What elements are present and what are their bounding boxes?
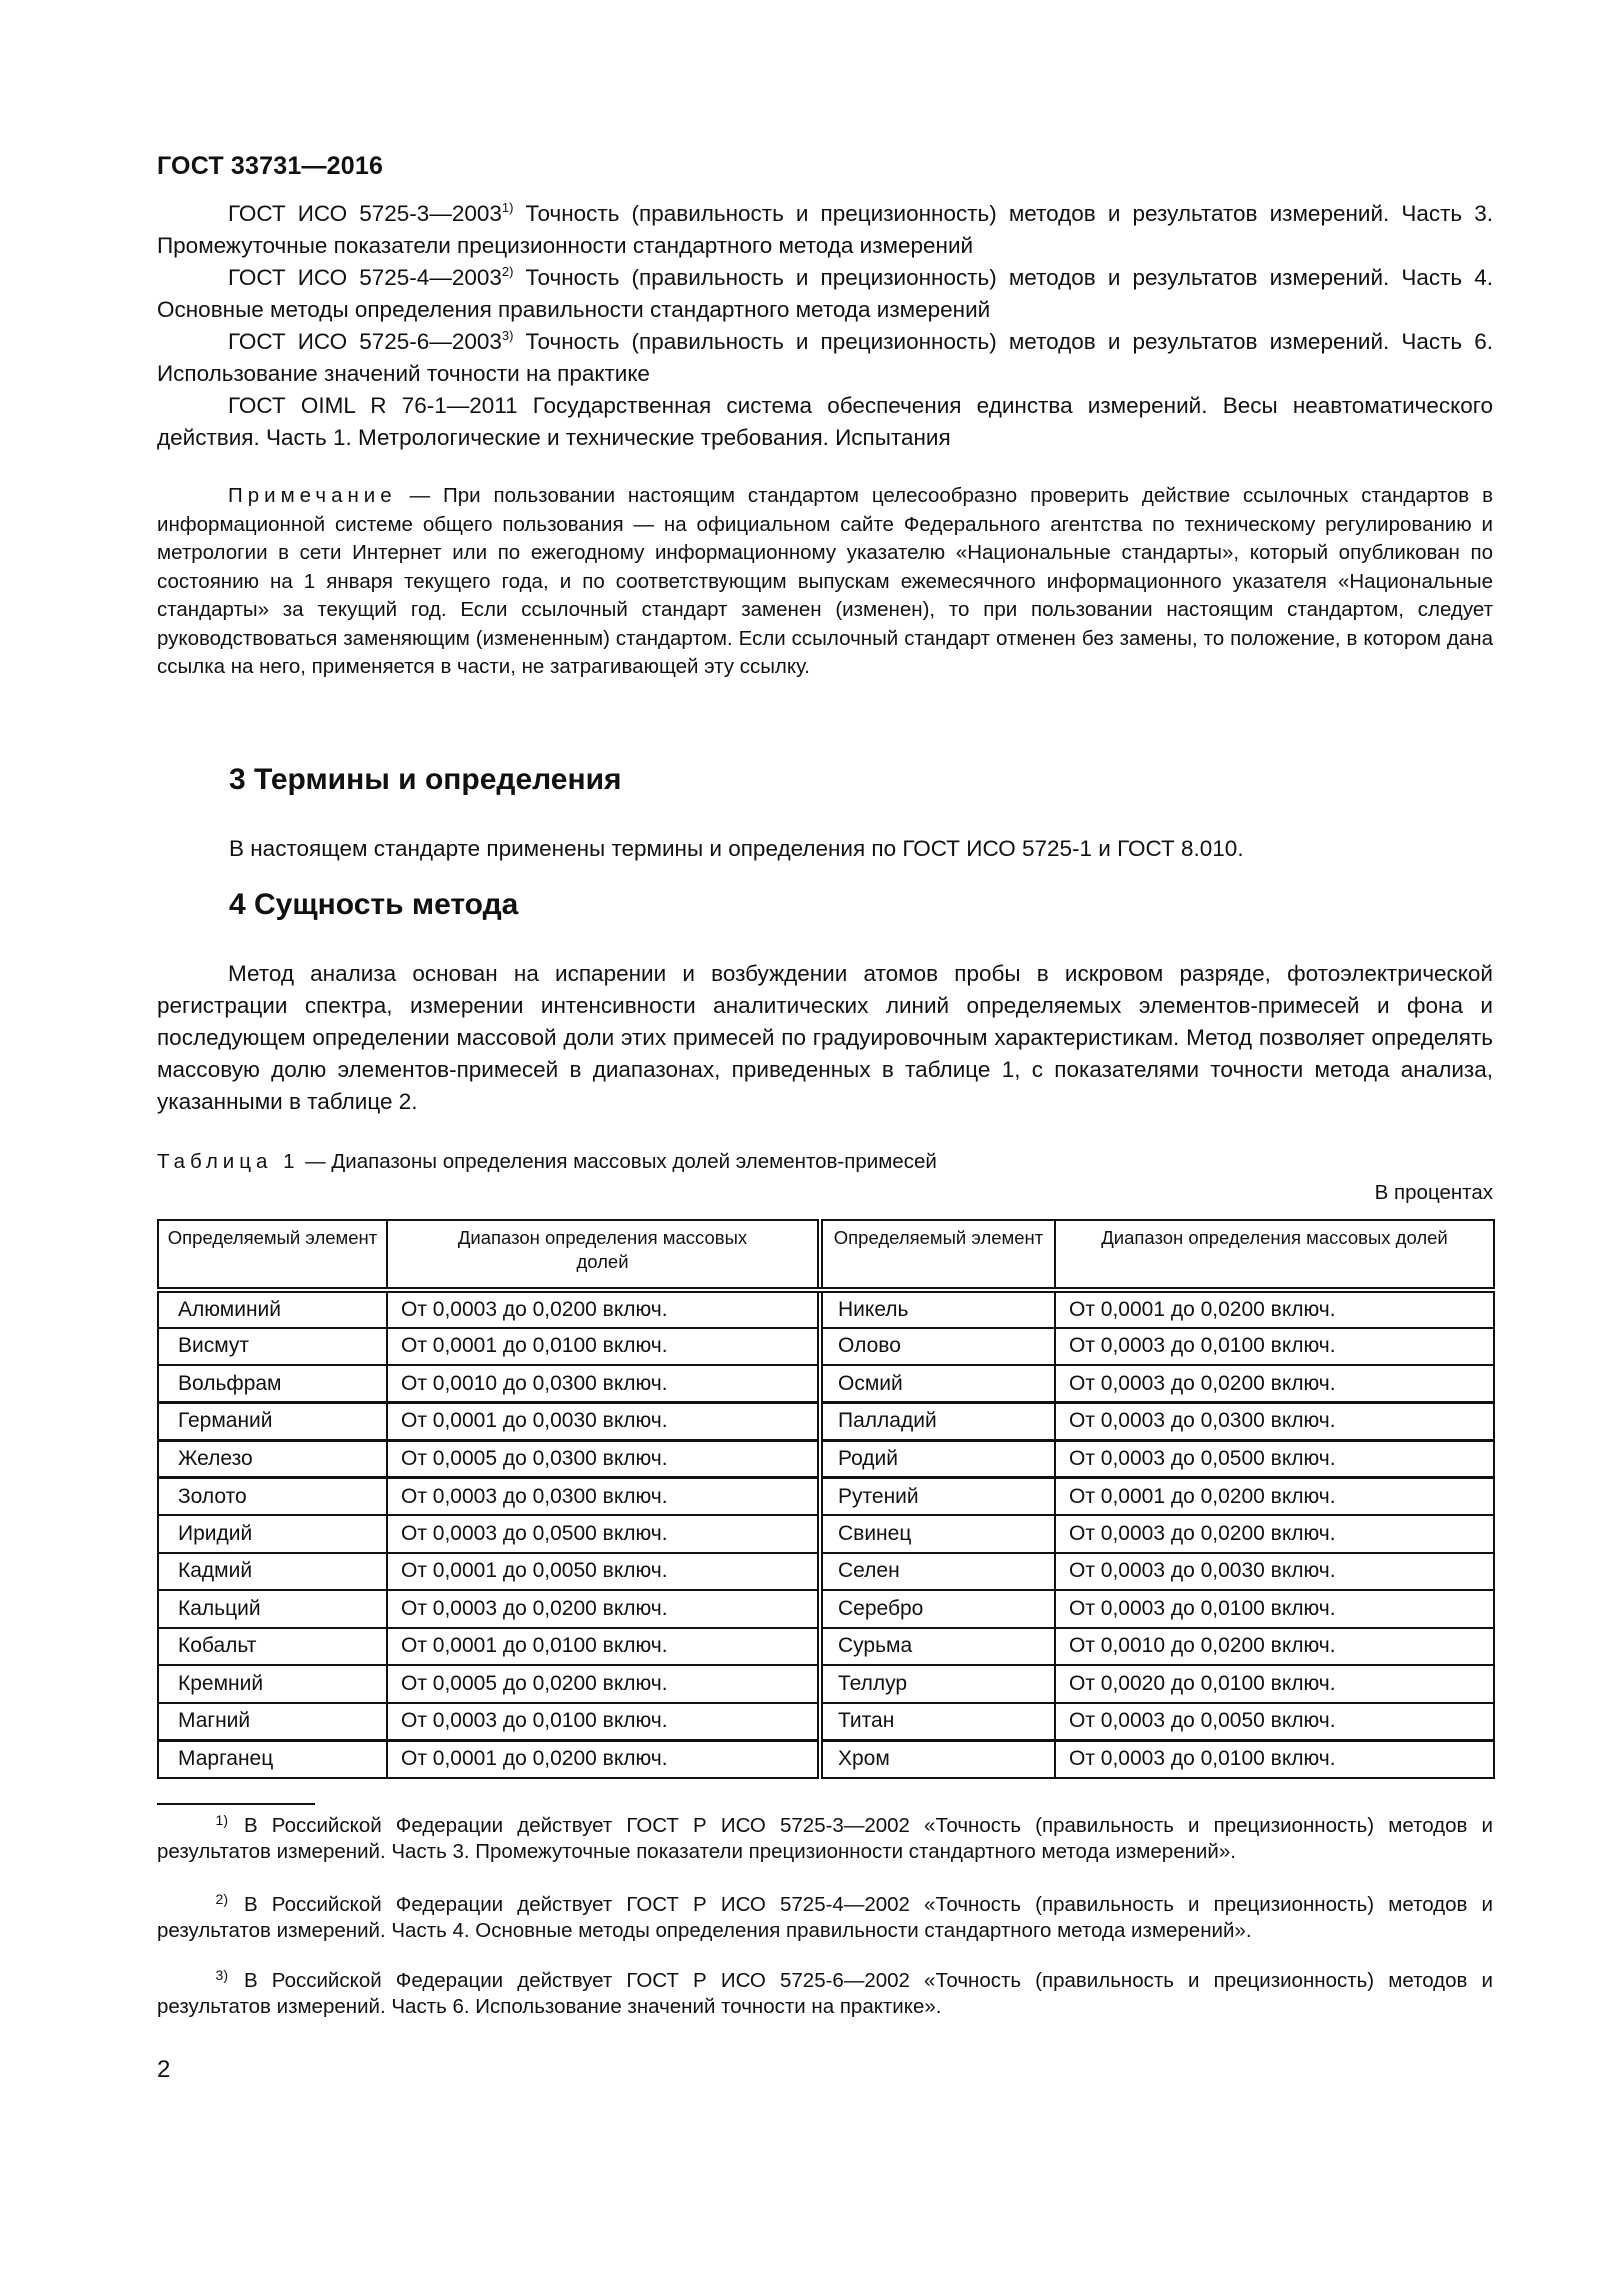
range-cell: От 0,0003 до 0,0100 включ. xyxy=(387,1703,820,1741)
range-cell: От 0,0010 до 0,0300 включ. xyxy=(387,1365,820,1403)
range-cell: От 0,0001 до 0,0200 включ. xyxy=(1055,1478,1494,1516)
table-header-row xyxy=(158,1220,1494,1290)
table-caption xyxy=(157,1150,937,1174)
range-cell: От 0,0001 до 0,0050 включ. xyxy=(387,1553,820,1591)
element-cell: Марганец xyxy=(158,1740,387,1778)
element-cell: Сурьма xyxy=(820,1628,1055,1666)
reference-text: Точность (правильность и прецизионность) методов и результатов измерений. Часть 6. Использование значений точности на практике xyxy=(157,329,1493,386)
range-cell: От 0,0003 до 0,0300 включ. xyxy=(1055,1403,1494,1441)
element-cell: Хром xyxy=(820,1740,1055,1778)
table-row xyxy=(158,1365,1494,1403)
element-cell: Селен xyxy=(820,1553,1055,1591)
range-cell: От 0,0003 до 0,0300 включ. xyxy=(387,1478,820,1516)
column-header: Определяемый элемент xyxy=(158,1220,387,1290)
element-cell: Золото xyxy=(158,1478,387,1516)
range-cell: От 0,0020 до 0,0100 включ. xyxy=(1055,1665,1494,1703)
element-cell: Алюминий xyxy=(158,1290,387,1328)
element-cell: Висмут xyxy=(158,1328,387,1366)
column-header: Диапазон определения массовых долей xyxy=(1055,1220,1494,1290)
range-cell: От 0,0001 до 0,0200 включ. xyxy=(387,1740,820,1778)
element-cell: Железо xyxy=(158,1440,387,1478)
table-row xyxy=(158,1740,1494,1778)
range-cell: От 0,0003 до 0,0100 включ. xyxy=(1055,1590,1494,1628)
element-cell: Магний xyxy=(158,1703,387,1741)
element-cell: Свинец xyxy=(820,1515,1055,1553)
footnote-ref[interactable]: 2) xyxy=(501,264,514,279)
range-cell: От 0,0010 до 0,0200 включ. xyxy=(1055,1628,1494,1666)
element-cell: Рутений xyxy=(820,1478,1055,1516)
table-row xyxy=(158,1478,1494,1516)
range-cell: От 0,0001 до 0,0100 включ. xyxy=(387,1628,820,1666)
footnote-ref[interactable]: 3) xyxy=(501,328,514,343)
table-row xyxy=(158,1515,1494,1553)
table-row xyxy=(158,1703,1494,1741)
document-header: ГОСТ 33731—2016 xyxy=(157,152,384,180)
range-cell: От 0,0003 до 0,0200 включ. xyxy=(1055,1365,1494,1403)
element-cell: Родий xyxy=(820,1440,1055,1478)
reference-text: Государственная система обеспечения единства измерений. Весы неавтоматического действия. Часть 1. Метрологические и технические требования. Испытания xyxy=(157,393,1493,450)
footnote-separator xyxy=(157,1803,315,1805)
range-cell: От 0,0003 до 0,0100 включ. xyxy=(1055,1740,1494,1778)
range-cell: От 0,0003 до 0,0050 включ. xyxy=(1055,1703,1494,1741)
range-cell: От 0,0003 до 0,0100 включ. xyxy=(1055,1328,1494,1366)
reference-text: Точность (правильность и прецизионность) методов и результатов измерений. Часть 4. Основные методы определения правильности стандартного метода измерений xyxy=(157,265,1493,322)
footnote-3: 3) В Российской Федерации действует ГОСТ Р ИСО 5725-6—2002 «Точность (правильность и прецизионность) методов и результатов измерений. Часть 6. Использование значений точности на практике». xyxy=(157,1967,1493,2018)
element-cell: Олово xyxy=(820,1328,1055,1366)
reference-code: ГОСТ OIML R 76-1—2011 xyxy=(228,393,518,418)
table-caption-text: — Диапазоны определения массовых долей элементов-примесей xyxy=(299,1150,937,1173)
element-cell: Кобальт xyxy=(158,1628,387,1666)
note-text: — При пользовании настоящим стандартом целесообразно проверить действие ссылочных стандартов в информационной системе общего пользования — на официальном сайте Федерального агентства по техническому регулированию и метрологии в сети Интернет или по ежегодному информационному указателю «Национальные стандарты», который опубликован по состоянию на 1 января текущего года, и по соответствующим выпускам ежемесячного информационного указателя «Национальные стандарты» за текущий год. Если ссылочный стандарт заменен (изменен), то при пользовании настоящим стандартом, следует руководствоваться заменяющим (измененным) стандартом. Если ссылочный стандарт отменен без замены, то положение, в котором дана ссылка на него, применяется в части, не затрагивающей эту ссылку. xyxy=(157,484,1493,678)
reference-code: ГОСТ ИСО 5725-4—2003 xyxy=(228,265,502,290)
reference-item xyxy=(157,198,1493,262)
element-cell: Кальций xyxy=(158,1590,387,1628)
range-cell: От 0,0003 до 0,0500 включ. xyxy=(1055,1440,1494,1478)
section-3-title: 3 Термины и определения xyxy=(229,763,622,796)
range-cell: От 0,0003 до 0,0500 включ. xyxy=(387,1515,820,1553)
column-header: Определяемый элемент xyxy=(820,1220,1055,1290)
table-row xyxy=(158,1403,1494,1441)
element-cell: Осмий xyxy=(820,1365,1055,1403)
page-number: 2 xyxy=(157,2056,171,2083)
note-block xyxy=(157,482,1493,682)
range-cell: От 0,0001 до 0,0200 включ. xyxy=(1055,1290,1494,1328)
range-cell: От 0,0003 до 0,0200 включ. xyxy=(387,1290,820,1328)
reference-text: Точность (правильность и прецизионность) методов и результатов измерений. Часть 3. Промежуточные показатели прецизионности стандартного метода измерений xyxy=(157,201,1493,258)
range-cell: От 0,0003 до 0,0030 включ. xyxy=(1055,1553,1494,1591)
range-cell: От 0,0003 до 0,0200 включ. xyxy=(1055,1515,1494,1553)
section-3-text: В настоящем стандарте применены термины и определения по ГОСТ ИСО 5725-1 и ГОСТ 8.010. xyxy=(229,836,1244,861)
note-label: Примечание xyxy=(228,484,397,507)
element-cell: Никель xyxy=(820,1290,1055,1328)
element-cell: Титан xyxy=(820,1703,1055,1741)
column-header: Диапазон определения массовых долей xyxy=(387,1220,820,1290)
element-cell: Кадмий xyxy=(158,1553,387,1591)
table-row xyxy=(158,1665,1494,1703)
reference-code: ГОСТ ИСО 5725-3—2003 xyxy=(228,201,502,226)
reference-item xyxy=(157,326,1493,390)
table-row xyxy=(158,1328,1494,1366)
element-cell: Серебро xyxy=(820,1590,1055,1628)
element-cell: Иридий xyxy=(158,1515,387,1553)
element-cell: Палладий xyxy=(820,1403,1055,1441)
footnote-2: 2) В Российской Федерации действует ГОСТ Р ИСО 5725-4—2002 «Точность (правильность и прецизионность) методов и результатов измерений. Часть 4. Основные методы определения правильности стандартного метода измерений». xyxy=(157,1891,1493,1942)
element-ranges-table xyxy=(157,1219,1495,1779)
footnote-ref[interactable]: 1) xyxy=(501,200,514,215)
reference-code: ГОСТ ИСО 5725-6—2003 xyxy=(228,329,502,354)
range-cell: От 0,0003 до 0,0200 включ. xyxy=(387,1590,820,1628)
range-cell: От 0,0005 до 0,0300 включ. xyxy=(387,1440,820,1478)
footnote-1: 1) В Российской Федерации действует ГОСТ Р ИСО 5725-3—2002 «Точность (правильность и прецизионность) методов и результатов измерений. Часть 3. Промежуточные показатели прецизионности стандартного метода измерений». xyxy=(157,1812,1493,1863)
table-row xyxy=(158,1553,1494,1591)
element-cell: Вольфрам xyxy=(158,1365,387,1403)
table-unit: В процентах xyxy=(1374,1181,1493,1204)
range-cell: От 0,0001 до 0,0030 включ. xyxy=(387,1403,820,1441)
table-row xyxy=(158,1440,1494,1478)
reference-item xyxy=(157,262,1493,326)
section-4-text: Метод анализа основан на испарении и возбуждении атомов пробы в искровом разряде, фотоэлектрической регистрации спектра, измерении интенсивности аналитических линий определяемых элементов-примесей и фона и последующем определении массовой доли этих примесей по градуировочным характеристикам. Метод позволяет определять массовую долю элементов-примесей в диапазонах, приведенных в таблице 1, с показателями точности метода анализа, указанными в таблице 2. xyxy=(157,961,1493,1114)
element-cell: Кремний xyxy=(158,1665,387,1703)
range-cell: От 0,0001 до 0,0100 включ. xyxy=(387,1328,820,1366)
element-cell: Теллур xyxy=(820,1665,1055,1703)
table-row xyxy=(158,1628,1494,1666)
reference-item xyxy=(157,390,1493,454)
table-row xyxy=(158,1590,1494,1628)
section-4-title: 4 Сущность метода xyxy=(229,888,519,921)
element-cell: Германий xyxy=(158,1403,387,1441)
table-row xyxy=(158,1290,1494,1328)
table-caption-label: Таблица 1 xyxy=(157,1150,300,1173)
range-cell: От 0,0005 до 0,0200 включ. xyxy=(387,1665,820,1703)
